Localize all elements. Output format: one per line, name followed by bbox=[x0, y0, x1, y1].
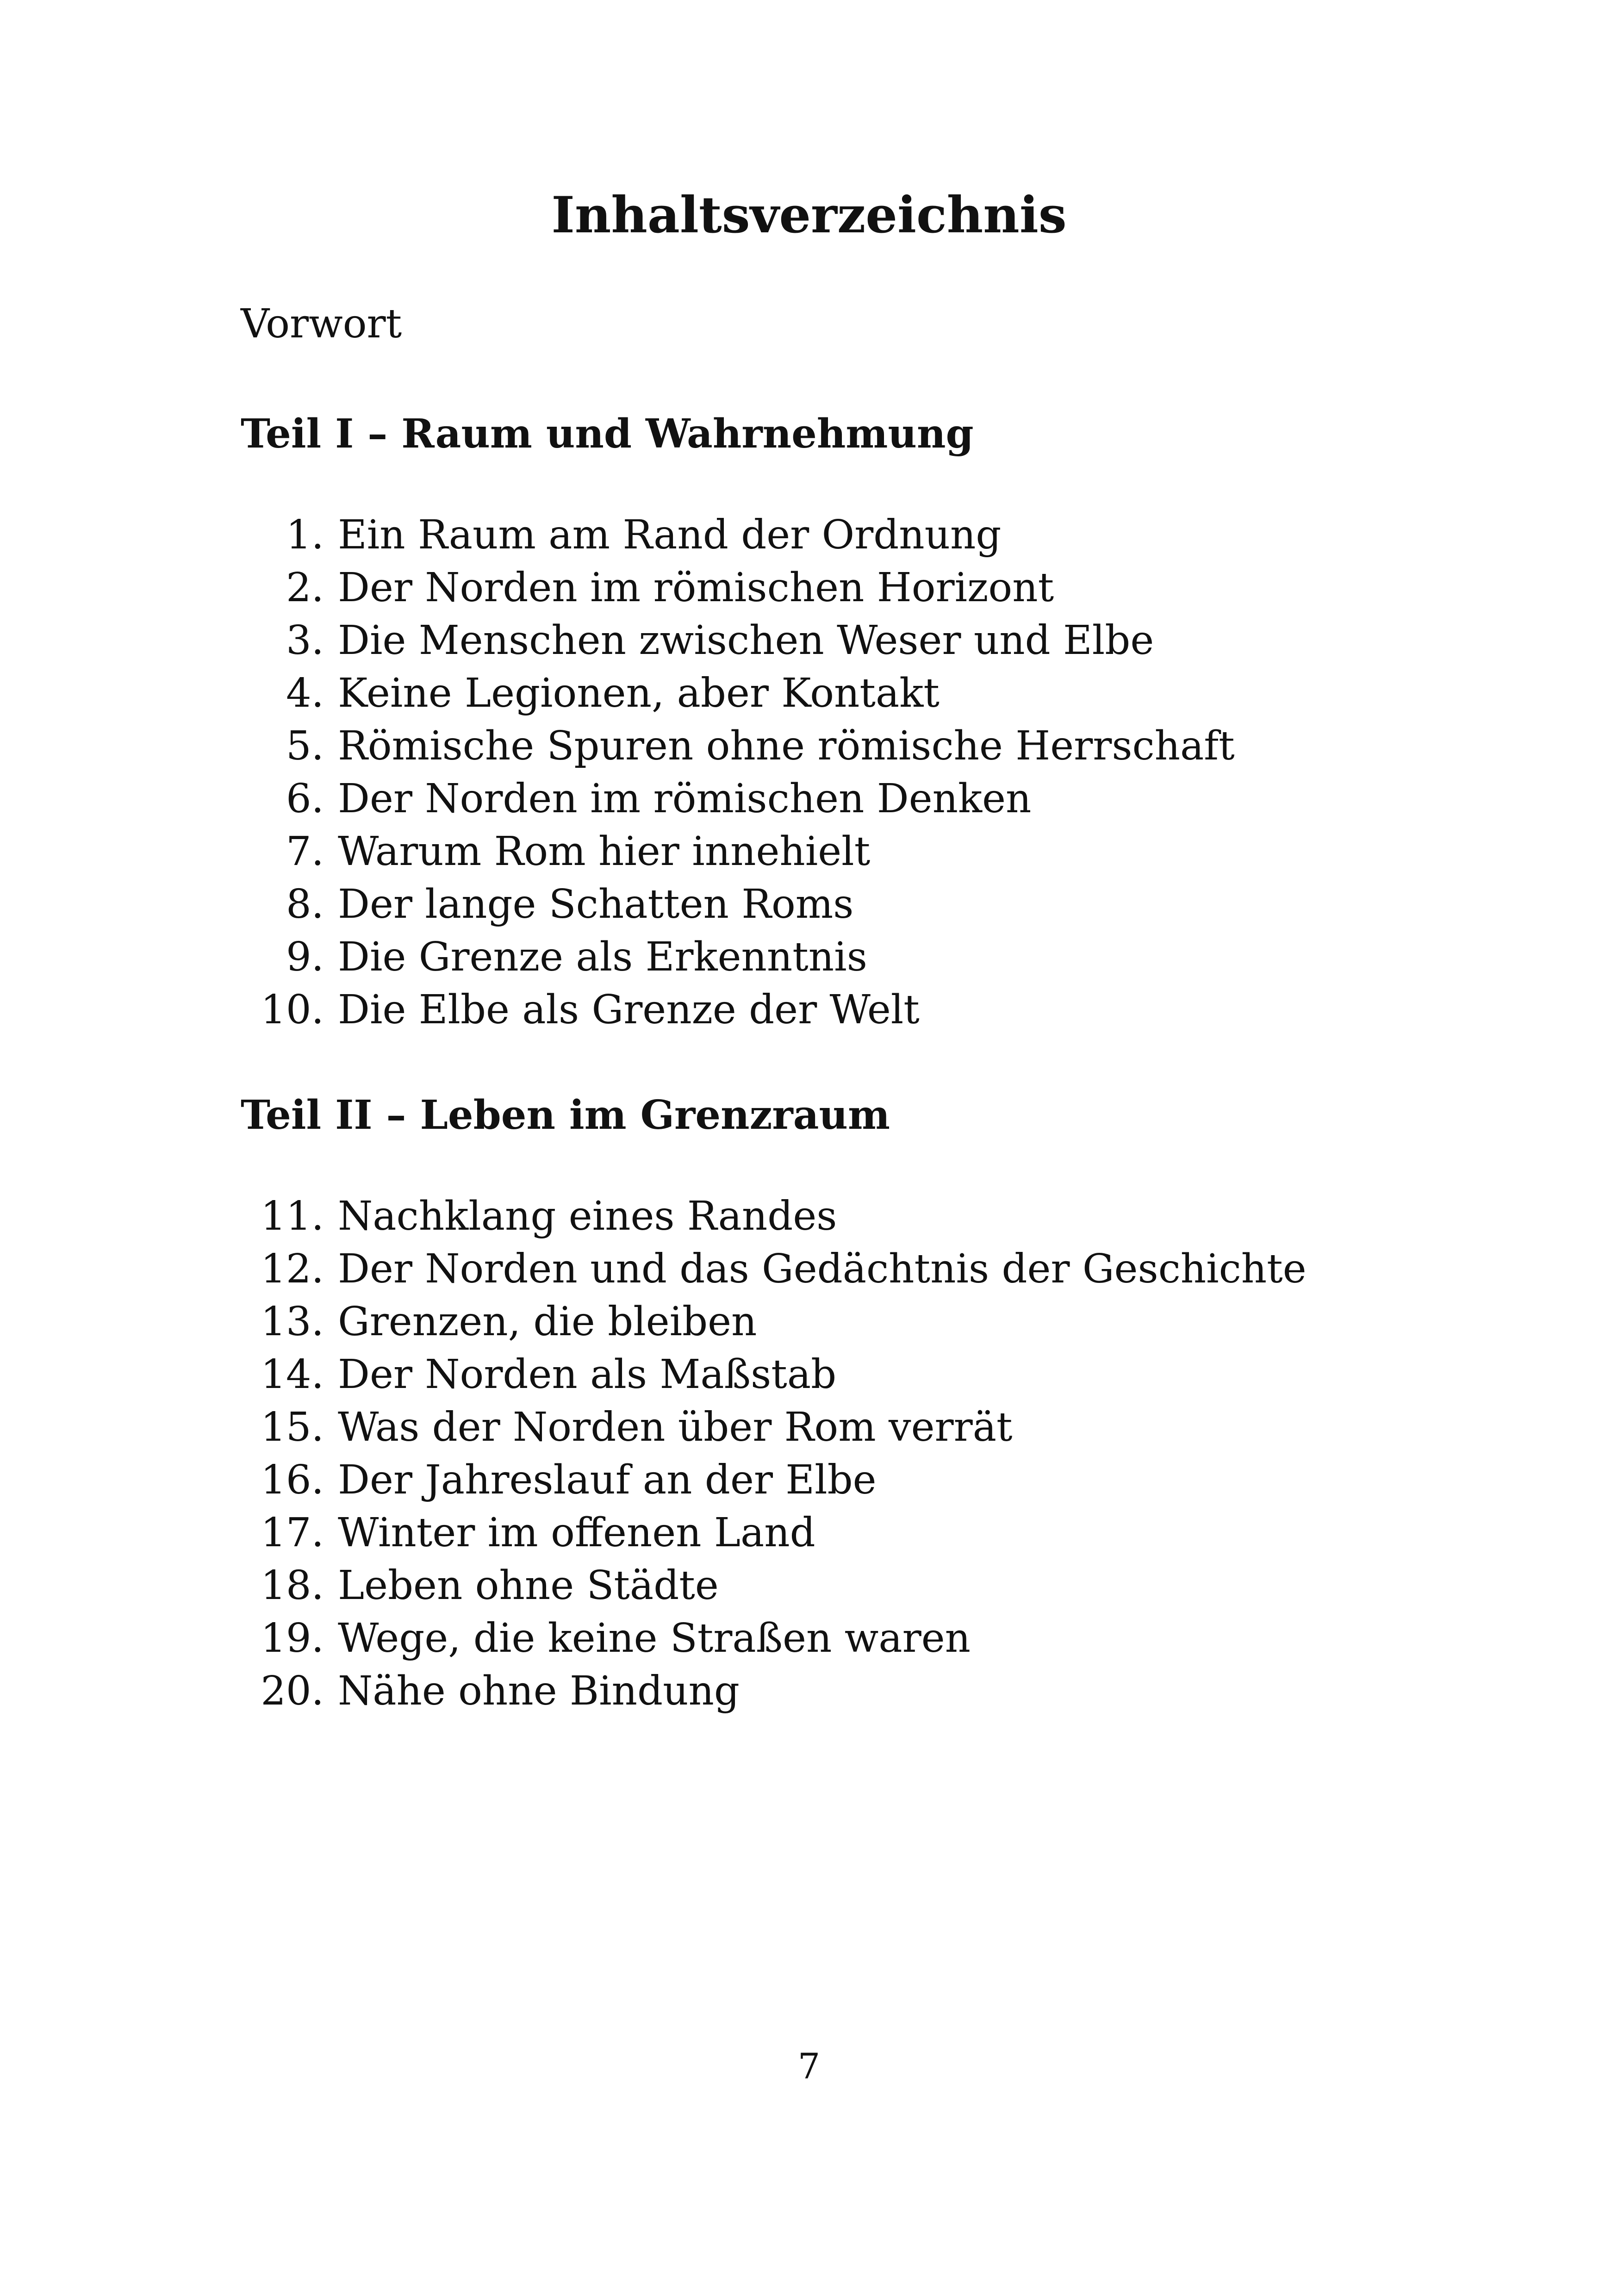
chapter-title: Leben ohne Städte bbox=[338, 1562, 719, 1609]
part-heading-1: Teil I – Raum und Wahrnehmung bbox=[241, 411, 974, 457]
chapter-item-1 bbox=[241, 509, 1490, 561]
chapter-title: Der Norden als Maßstab bbox=[338, 1351, 837, 1398]
chapter-item-17 bbox=[241, 1506, 1490, 1559]
chapter-number: 14. bbox=[261, 1351, 324, 1398]
part-heading-2: Teil II – Leben im Grenzraum bbox=[241, 1092, 890, 1139]
chapter-title: Ein Raum am Rand der Ordnung bbox=[338, 512, 1002, 558]
chapter-number: 11. bbox=[261, 1193, 324, 1239]
page-title: Inhaltsverzeichnis bbox=[551, 186, 1067, 244]
chapter-title: Die Menschen zwischen Weser und Elbe bbox=[338, 617, 1154, 664]
chapter-number: 13. bbox=[261, 1299, 324, 1345]
chapter-title: Warum Rom hier innehielt bbox=[338, 828, 871, 875]
chapter-item-10 bbox=[241, 983, 1490, 1036]
chapter-item-7 bbox=[241, 825, 1490, 878]
chapter-title: Der Norden und das Gedächtnis der Geschichte bbox=[338, 1246, 1307, 1292]
chapter-number: 18. bbox=[261, 1562, 324, 1609]
chapter-title: Keine Legionen, aber Kontakt bbox=[338, 670, 940, 716]
chapter-title: Nähe ohne Bindung bbox=[338, 1668, 740, 1714]
chapter-item-3 bbox=[241, 614, 1490, 667]
chapter-title: Der Norden im römischen Horizont bbox=[338, 565, 1054, 611]
chapter-title: Winter im offenen Land bbox=[338, 1510, 815, 1556]
chapter-title: Der Jahreslauf an der Elbe bbox=[338, 1457, 877, 1503]
chapter-title: Wege, die keine Straßen waren bbox=[338, 1615, 971, 1661]
page-number: 7 bbox=[797, 2046, 821, 2087]
chapter-item-18 bbox=[241, 1559, 1490, 1612]
chapter-item-12 bbox=[241, 1243, 1490, 1295]
chapter-title: Nachklang eines Randes bbox=[338, 1193, 837, 1239]
chapter-number: 7. bbox=[286, 828, 324, 875]
chapter-number: 12. bbox=[261, 1246, 324, 1292]
chapter-item-16 bbox=[241, 1454, 1490, 1506]
chapter-number: 15. bbox=[261, 1404, 324, 1450]
chapter-number: 9. bbox=[286, 934, 324, 980]
chapter-number: 16. bbox=[261, 1457, 324, 1503]
chapter-item-9 bbox=[241, 931, 1490, 983]
chapter-item-2 bbox=[241, 561, 1490, 614]
chapter-item-15 bbox=[241, 1401, 1490, 1454]
chapter-number: 20. bbox=[261, 1668, 324, 1714]
chapter-item-8 bbox=[241, 878, 1490, 931]
preface-entry: Vorwort bbox=[241, 301, 402, 347]
chapter-number: 8. bbox=[286, 881, 324, 927]
chapter-title: Der lange Schatten Roms bbox=[338, 881, 854, 927]
chapter-item-14 bbox=[241, 1348, 1490, 1401]
chapter-number: 6. bbox=[286, 776, 324, 822]
chapter-item-19 bbox=[241, 1612, 1490, 1665]
chapter-list-part-2 bbox=[241, 1190, 1490, 1717]
chapter-item-4 bbox=[241, 667, 1490, 720]
chapter-list-part-1 bbox=[241, 509, 1490, 1036]
chapter-title: Der Norden im römischen Denken bbox=[338, 776, 1032, 822]
chapter-item-13 bbox=[241, 1295, 1490, 1348]
chapter-item-6 bbox=[241, 772, 1490, 825]
chapter-number: 10. bbox=[261, 987, 324, 1033]
chapter-number: 1. bbox=[286, 512, 324, 558]
chapter-title: Was der Norden über Rom verrät bbox=[338, 1404, 1013, 1450]
chapter-title: Grenzen, die bleiben bbox=[338, 1299, 757, 1345]
chapter-number: 3. bbox=[286, 617, 324, 664]
chapter-item-11 bbox=[241, 1190, 1490, 1243]
chapter-number: 19. bbox=[261, 1615, 324, 1661]
chapter-number: 5. bbox=[286, 723, 324, 769]
chapter-number: 2. bbox=[286, 565, 324, 611]
chapter-number: 17. bbox=[261, 1510, 324, 1556]
chapter-item-5 bbox=[241, 720, 1490, 772]
chapter-number: 4. bbox=[286, 670, 324, 716]
chapter-item-20 bbox=[241, 1665, 1490, 1717]
chapter-title: Die Grenze als Erkenntnis bbox=[338, 934, 867, 980]
chapter-title: Römische Spuren ohne römische Herrschaft bbox=[338, 723, 1235, 769]
chapter-title: Die Elbe als Grenze der Welt bbox=[338, 987, 920, 1033]
